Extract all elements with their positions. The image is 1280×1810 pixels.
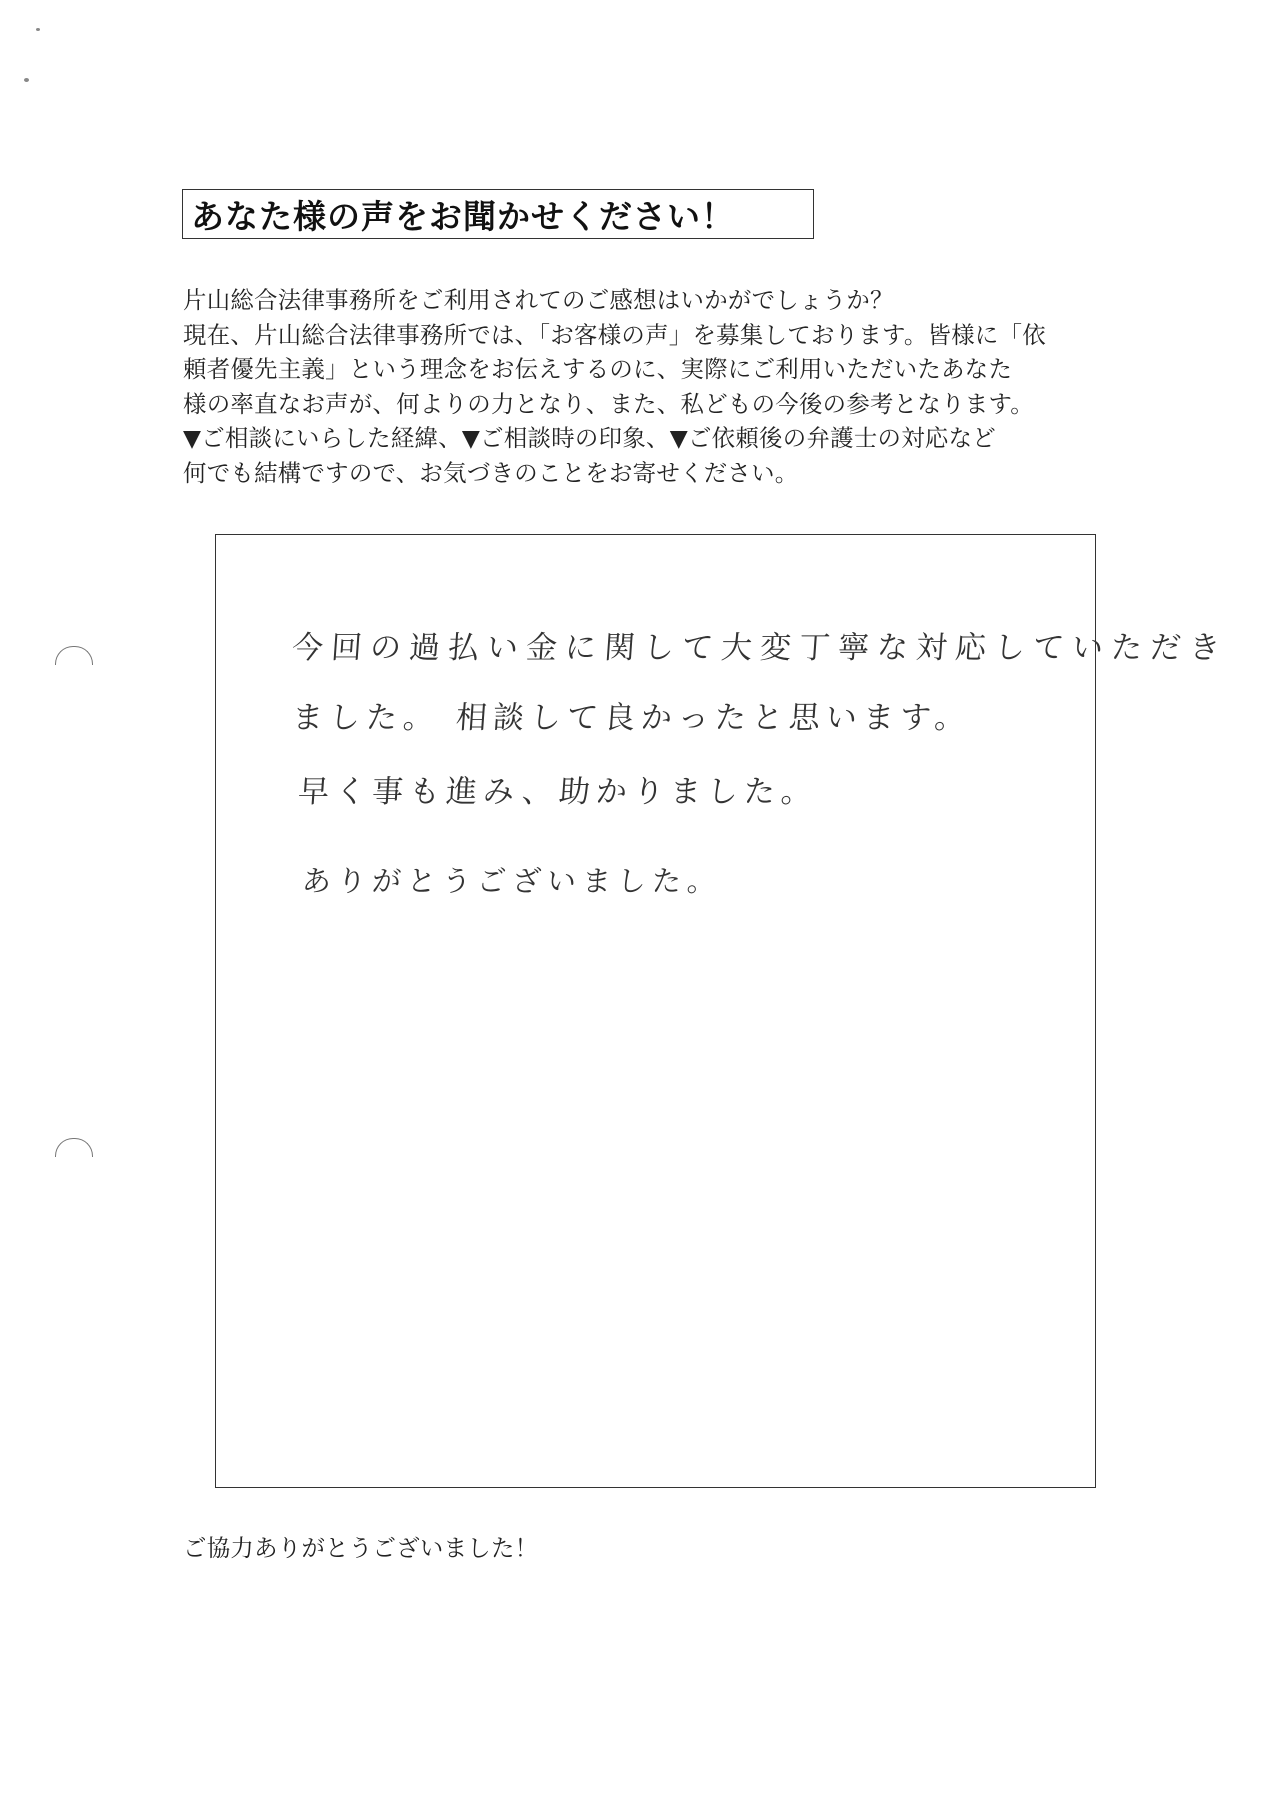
- handwritten-line: 早く事も進み、助かりました。: [296, 774, 820, 810]
- handwritten-line: ありがとうございました。: [300, 864, 724, 898]
- punch-hole-mark: [55, 646, 93, 665]
- response-box: [215, 534, 1096, 1488]
- scan-speck: [36, 28, 40, 31]
- intro-line: 片山総合法律事務所をご利用されてのご感想はいかがでしょうか？: [183, 286, 894, 314]
- page-title: あなた様の声をお聞かせください！: [182, 189, 814, 239]
- intro-line: 現在、片山総合法律事務所では、「お客様の声」を募集しております。皆様に「依: [183, 320, 1046, 349]
- intro-line: ▼ご相談にいらした経緯、▼ご相談時の印象、▼ご依頼後の弁護士の対応など: [183, 424, 996, 452]
- closing-text: ご協力ありがとうございました！: [183, 1534, 539, 1562]
- intro-text: [183, 283, 1103, 490]
- handwritten-line: 今回の過払い金に関して大変丁寧な対応していただき: [290, 630, 1230, 666]
- intro-line: 様の率直なお声が、何よりの力となり、また、私どもの今後の参考となります。: [183, 389, 1034, 418]
- intro-line: 何でも結構ですので、お気づきのことをお寄せください。: [183, 458, 799, 487]
- scan-speck: [24, 78, 29, 82]
- punch-hole-mark: [55, 1138, 93, 1157]
- intro-line: 頼者優先主義」という理念をお伝えするのに、実際にご利用いただいたあなた: [183, 355, 1013, 383]
- handwritten-line: ました。 相談して良かったと思います。: [290, 700, 973, 736]
